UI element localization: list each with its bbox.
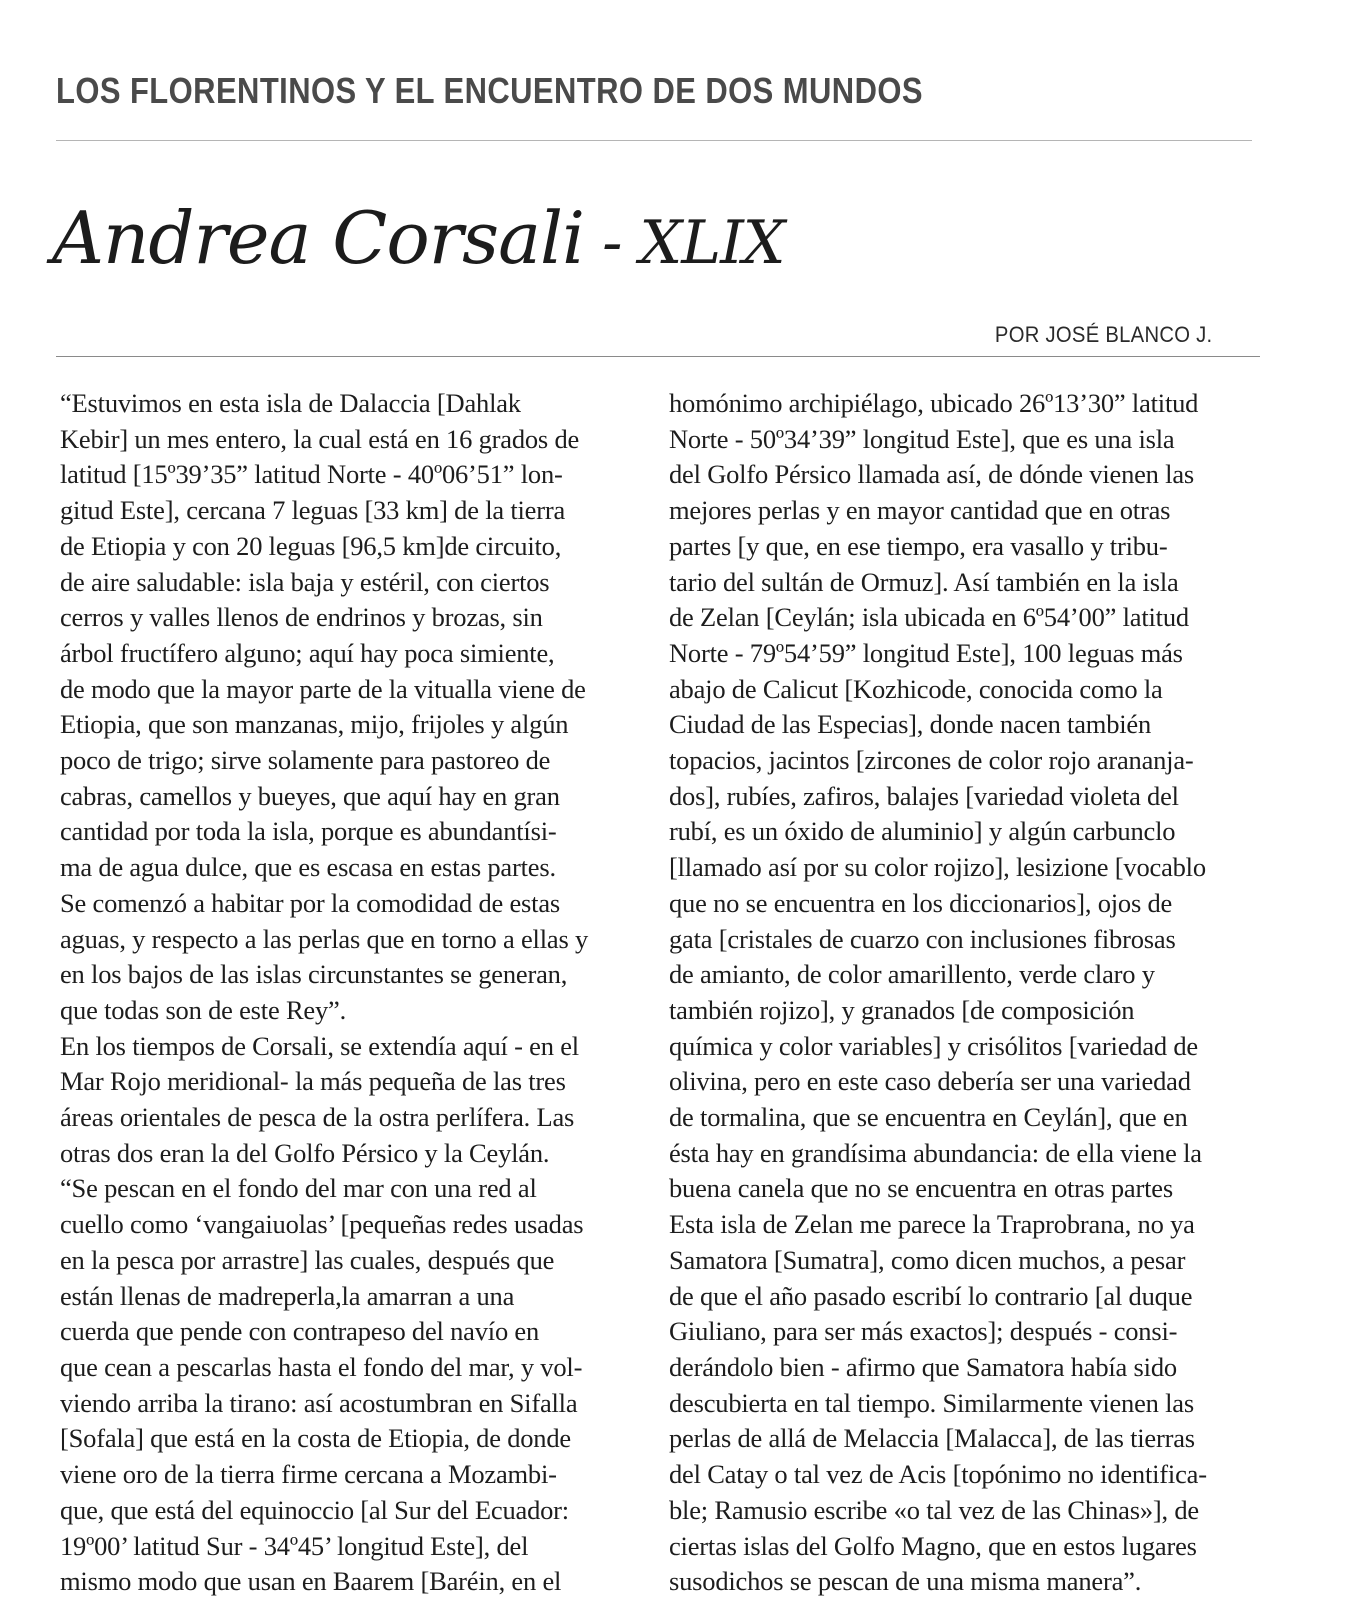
text-line: mismo modo que usan en Baarem [Baréin, en el [60,1566,562,1597]
text-line: aguas, y respecto a las perlas que en torno a ellas y [60,923,589,954]
text-line: Esta isla de Zelan me parece la Traprobrana, no ya [669,1209,1195,1240]
byline: POR JOSÉ BLANCO J. [994,322,1212,347]
text-line: Mar Rojo meridional- la más pequeña de las tres [60,1066,566,1097]
text-line: poco de trigo; sirve solamente para pastoreo de [60,745,551,776]
text-line: en la pesca por arrastre] las cuales, después que [60,1244,555,1275]
section-header: LOS FLORENTINOS Y EL ENCUENTRO DE DOS MUNDOS [56,70,923,111]
text-line: cantidad por toda la isla, porque es abundantísi- [60,816,557,847]
text-line: viendo arriba la tirano: así acostumbran en Sifalla [60,1387,578,1418]
text-line: olivina, pero en este caso debería ser una variedad [669,1066,1191,1097]
article-title-separator: - [584,208,640,278]
text-line: del Golfo Pérsico llamada así, de dónde vienen las [669,459,1194,490]
text-line: Kebir] un mes entero, la cual está en 16 grados de [60,423,580,454]
text-line: homónimo archipiélago, ubicado 26º13’30” latitud [669,388,1199,418]
article-title-main: Andrea Corsali [52,196,585,280]
text-line: Se comenzó a habitar por la comodidad de estas [60,887,561,918]
text-column-right [669,386,1249,1600]
text-line: en los bajos de las islas circunstantes se generan, [60,959,568,990]
text-line: derándolo bien - afirmo que Samatora había sido [669,1351,1177,1382]
text-line: ma de agua dulce, que es escasa en estas partes. [60,852,556,883]
byline-divider [56,356,1260,357]
text-line: otras dos eran la del Golfo Pérsico y la Ceylán. [60,1137,550,1168]
text-line: tario del sultán de Ormuz]. Así también en la isla [669,566,1179,597]
text-line: cabras, camellos y bueyes, que aquí hay en gran [60,780,560,811]
text-line: de Etiopia y con 20 leguas [96,5 km]de circuito, [60,530,562,561]
text-line: “Estuvimos en esta isla de Dalaccia [Dahlak [60,388,521,418]
text-line: cuello como ‘vangaiuolas’ [pequeñas redes usadas [60,1209,584,1240]
text-line: de aire saludable: isla baja y estéril, con ciertos [60,566,550,597]
text-line: Norte - 50º34’39” longitud Este], que es una isla [669,423,1175,454]
text-line: “Se pescan en el fondo del mar con una red al [60,1173,537,1204]
text-line: topacios, jacintos [zircones de color rojo arananja- [669,745,1194,776]
text-line: perlas de allá de Melaccia [Malacca], de las tierras [669,1423,1195,1454]
text-line: [Sofala] que está en la costa de Etiopia, de donde [60,1423,571,1454]
text-line: de que el año pasado escribí lo contrario [al duque [669,1280,1193,1311]
text-line: gata [cristales de cuarzo con inclusiones fibrosas [669,923,1176,954]
text-column-left [60,386,620,1600]
text-line: descubierta en tal tiempo. Similarmente vienen las [669,1387,1194,1418]
text-line: ésta hay en grandísima abundancia: de ella viene la [669,1137,1202,1168]
text-line: abajo de Calicut [Kozhicode, conocida como la [669,673,1163,704]
text-line: Norte - 79º54’59” longitud Este], 100 leguas más [669,637,1183,668]
text-line: de amianto, de color amarillento, verde claro y [669,959,1155,990]
text-line: que, que está del equinoccio [al Sur del Ecuador: [60,1494,569,1525]
text-line: mejores perlas y en mayor cantidad que en otras [669,495,1171,526]
text-line: ble; Ramusio escribe «o tal vez de las Chinas»], de [669,1494,1199,1525]
text-line: dos], rubíes, zafiros, balajes [variedad violeta del [669,780,1179,811]
text-line: que todas son de este Rey”. [60,994,347,1025]
text-line: Giuliano, para ser más exactos]; después - consi- [669,1316,1178,1347]
text-line: de Zelan [Ceylán; isla ubicada en 6º54’00” latitud [669,602,1189,633]
text-line: cerros y valles llenos de endrinos y brozas, sin [60,602,543,633]
text-line: de tormalina, que se encuentra en Ceylán], que en [669,1102,1188,1133]
text-line: que no se encuentra en los diccionarios], ojos de [669,887,1173,918]
text-line: están llenas de madreperla,la amarran a una [60,1280,515,1311]
text-line: viene oro de la tierra firme cercana a Mozambi- [60,1459,557,1490]
text-line: Ciudad de las Especias], donde nacen también [669,709,1152,740]
text-line: Samatora [Sumatra], como dicen muchos, a pesar [669,1244,1186,1275]
text-line: ciertas islas del Golfo Magno, que en estos lugares [669,1530,1197,1561]
text-line: de modo que la mayor parte de la vitualla viene de [60,673,586,704]
text-line: rubí, es un óxido de aluminio] y algún carbunclo [669,816,1176,847]
text-line: del Catay o tal vez de Acis [topónimo no identifica- [669,1459,1207,1490]
text-line: áreas orientales de pesca de la ostra perlífera. Las [60,1102,575,1133]
text-line: [llamado así por su color rojizo], lesizione [vocablo [669,852,1206,883]
article-title [52,196,785,280]
text-line: buena canela que no se encuentra en otras partes [669,1173,1173,1204]
article-title-number: XLIX [639,208,785,278]
header-divider [56,140,1252,141]
text-line: cuerda que pende con contrapeso del navío en [60,1316,540,1347]
text-line: gitud Este], cercana 7 leguas [33 km] de la tierra [60,495,566,526]
text-line: latitud [15º39’35” latitud Norte - 40º06’51” lon- [60,459,563,490]
text-line: química y color variables] y crisólitos [variedad de [669,1030,1198,1061]
text-line: En los tiempos de Corsali, se extendía aquí - en el [60,1030,579,1061]
text-line: 19º00’ latitud Sur - 34º45’ longitud Este], del [60,1530,529,1561]
text-line: que cean a pescarlas hasta el fondo del mar, y vol- [60,1351,583,1382]
text-line: partes [y que, en ese tiempo, era vasallo y tribu- [669,530,1168,561]
text-line: árbol fructífero alguno; aquí hay poca simiente, [60,637,555,668]
text-line: Etiopia, que son manzanas, mijo, frijoles y algún [60,709,569,740]
text-line: también rojizo], y granados [de composición [669,994,1135,1025]
text-line: susodichos se pescan de una misma manera”. [669,1566,1142,1597]
